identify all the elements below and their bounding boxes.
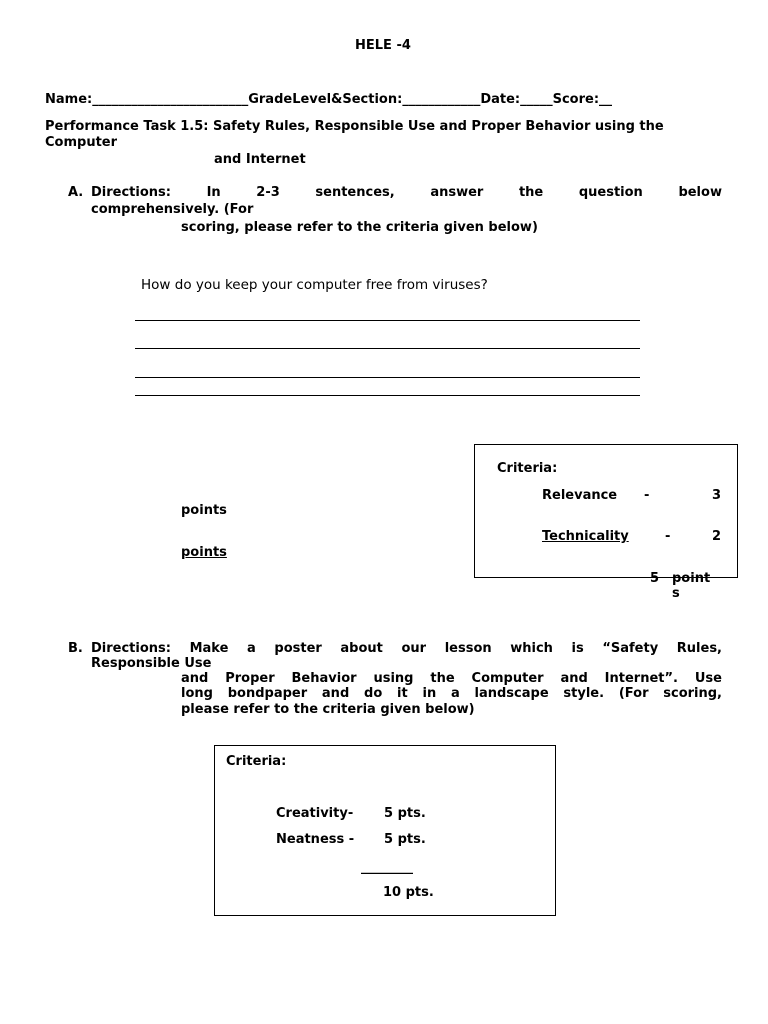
section-b-directions-line2: Responsible Use [91, 656, 212, 671]
criteria-a-heading: Criteria: [497, 461, 558, 476]
student-info-line: Name:________________________GradeLevel&Section:____________Date:_____Score:__ [45, 92, 613, 107]
total-b: 10 pts. [383, 885, 434, 900]
technicality-row [542, 529, 722, 545]
section-a-marker: A. [68, 185, 84, 200]
section-b-directions-line3: and Proper Behavior using the Computer and Internet”. Use [181, 671, 722, 686]
question-text: How do you keep your computer free from viruses? [141, 277, 488, 293]
document-title: HELE -4 [355, 38, 411, 53]
total-a-unit-wrap: s [672, 586, 680, 601]
directions-word: below [678, 185, 722, 200]
technicality-unit: points [181, 545, 227, 560]
directions-word: In [206, 185, 221, 200]
relevance-unit: points [181, 503, 227, 518]
directions-word: the [518, 185, 544, 200]
section-a-directions-line3: scoring, please refer to the criteria given below) [181, 220, 538, 235]
technicality-value: 2 [712, 529, 722, 544]
relevance-dash: - [644, 488, 650, 503]
answer-line[interactable] [135, 320, 640, 321]
technicality-dash: - [665, 529, 671, 544]
creativity-value: 5 pts. [384, 806, 426, 821]
section-a-directions-line1 [91, 185, 722, 201]
directions-word: question [578, 185, 643, 200]
sum-rule: ________ [361, 860, 413, 875]
task-title-line2: Computer [45, 135, 118, 150]
directions-word: Directions: [91, 185, 171, 200]
directions-word: answer [430, 185, 484, 200]
criteria-b-heading: Criteria: [226, 754, 287, 769]
total-a-value: 5 [650, 571, 660, 586]
section-b-directions-line5: please refer to the criteria given below) [181, 702, 475, 717]
answer-line[interactable] [135, 377, 640, 378]
answer-line[interactable] [135, 395, 640, 396]
section-b-directions-line1: Directions: Make a poster about our lesson which is “Safety Rules, [91, 641, 722, 656]
total-a-unit: point [672, 571, 711, 586]
answer-line[interactable] [135, 348, 640, 349]
technicality-label: Technicality [542, 529, 629, 544]
section-a-directions-line2: comprehensively. (For [91, 202, 254, 217]
relevance-value: 3 [712, 488, 722, 503]
section-b-marker: B. [68, 641, 83, 656]
neatness-value: 5 pts. [384, 832, 426, 847]
relevance-label: Relevance [542, 488, 618, 503]
section-b-directions-line4: long bondpaper and do it in a landscape style. (For scoring, [181, 686, 722, 701]
task-title-line3: and Internet [214, 152, 306, 167]
task-title-line1: Performance Task 1.5: Safety Rules, Responsible Use and Proper Behavior using the [45, 119, 664, 134]
directions-word: 2-3 [256, 185, 280, 200]
neatness-label: Neatness - [276, 832, 355, 847]
directions-word: sentences, [315, 185, 395, 200]
creativity-label: Creativity- [276, 806, 354, 821]
